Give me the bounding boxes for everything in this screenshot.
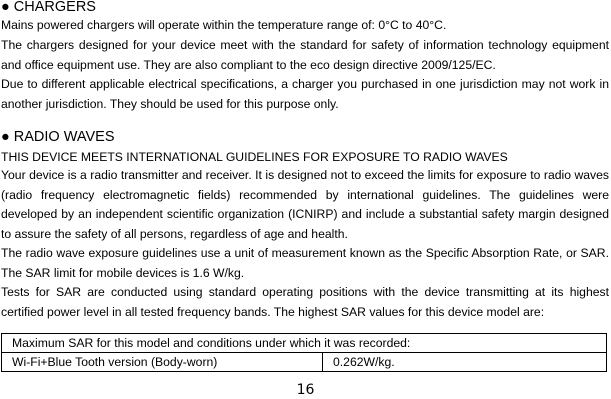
chargers-jurisdiction-paragraph: Due to different applicable electrical specifications, a charger you purchased in one jurisdiction may not work in another jurisdiction. They should be used for this purpose only. (1, 77, 609, 111)
sar-table-header-row (2, 334, 607, 353)
page-number: 16 (296, 382, 315, 398)
sar-table (1, 333, 607, 372)
radio-waves-limits-paragraph: Your device is a radio transmitter and receiver. It is designed not to exceed the limits for exposure to radio waves (radio frequency electromagnetic fields) recommended by international guidelines. The guidelines were developed by an independent scientific organization (ICNIRP) and include a substantial safety margin designed to assure the safety of all persons, regardless of age and health. (1, 168, 609, 242)
chargers-heading: ● CHARGERS (1, 0, 96, 15)
chargers-temperature-text: Mains powered chargers will operate within the temperature range of: 0°C to 40°C. (1, 18, 447, 32)
sar-table-row-value: 0.262W/kg. (323, 353, 607, 372)
sar-table-row (2, 353, 607, 372)
radio-waves-heading: ● RADIO WAVES (1, 129, 115, 145)
sar-table-header: Maximum SAR for this model and conditions under which it was recorded: (2, 334, 607, 353)
sar-tests-paragraph: Tests for SAR are conducted using standard operating positions with the device transmitting at its highest certified power level in all tested frequency bands. The highest SAR values for this device model are: (1, 285, 609, 319)
sar-table-row-label: Wi-Fi+Blue Tooth version (Body-worn) (2, 353, 323, 372)
radio-waves-subheading: THIS DEVICE MEETS INTERNATIONAL GUIDELINES FOR EXPOSURE TO RADIO WAVES (1, 150, 508, 164)
chargers-standard-paragraph: The chargers designed for your device meet with the standard for safety of information technology equipment and office equipment use. They are also compliant to the eco design directive 2009/125/EC. (1, 38, 609, 72)
sar-unit-paragraph: The radio wave exposure guidelines use a unit of measurement known as the Specific Absorption Rate, or SAR. The SAR limit for mobile devices is 1.6 W/kg. (1, 246, 609, 280)
